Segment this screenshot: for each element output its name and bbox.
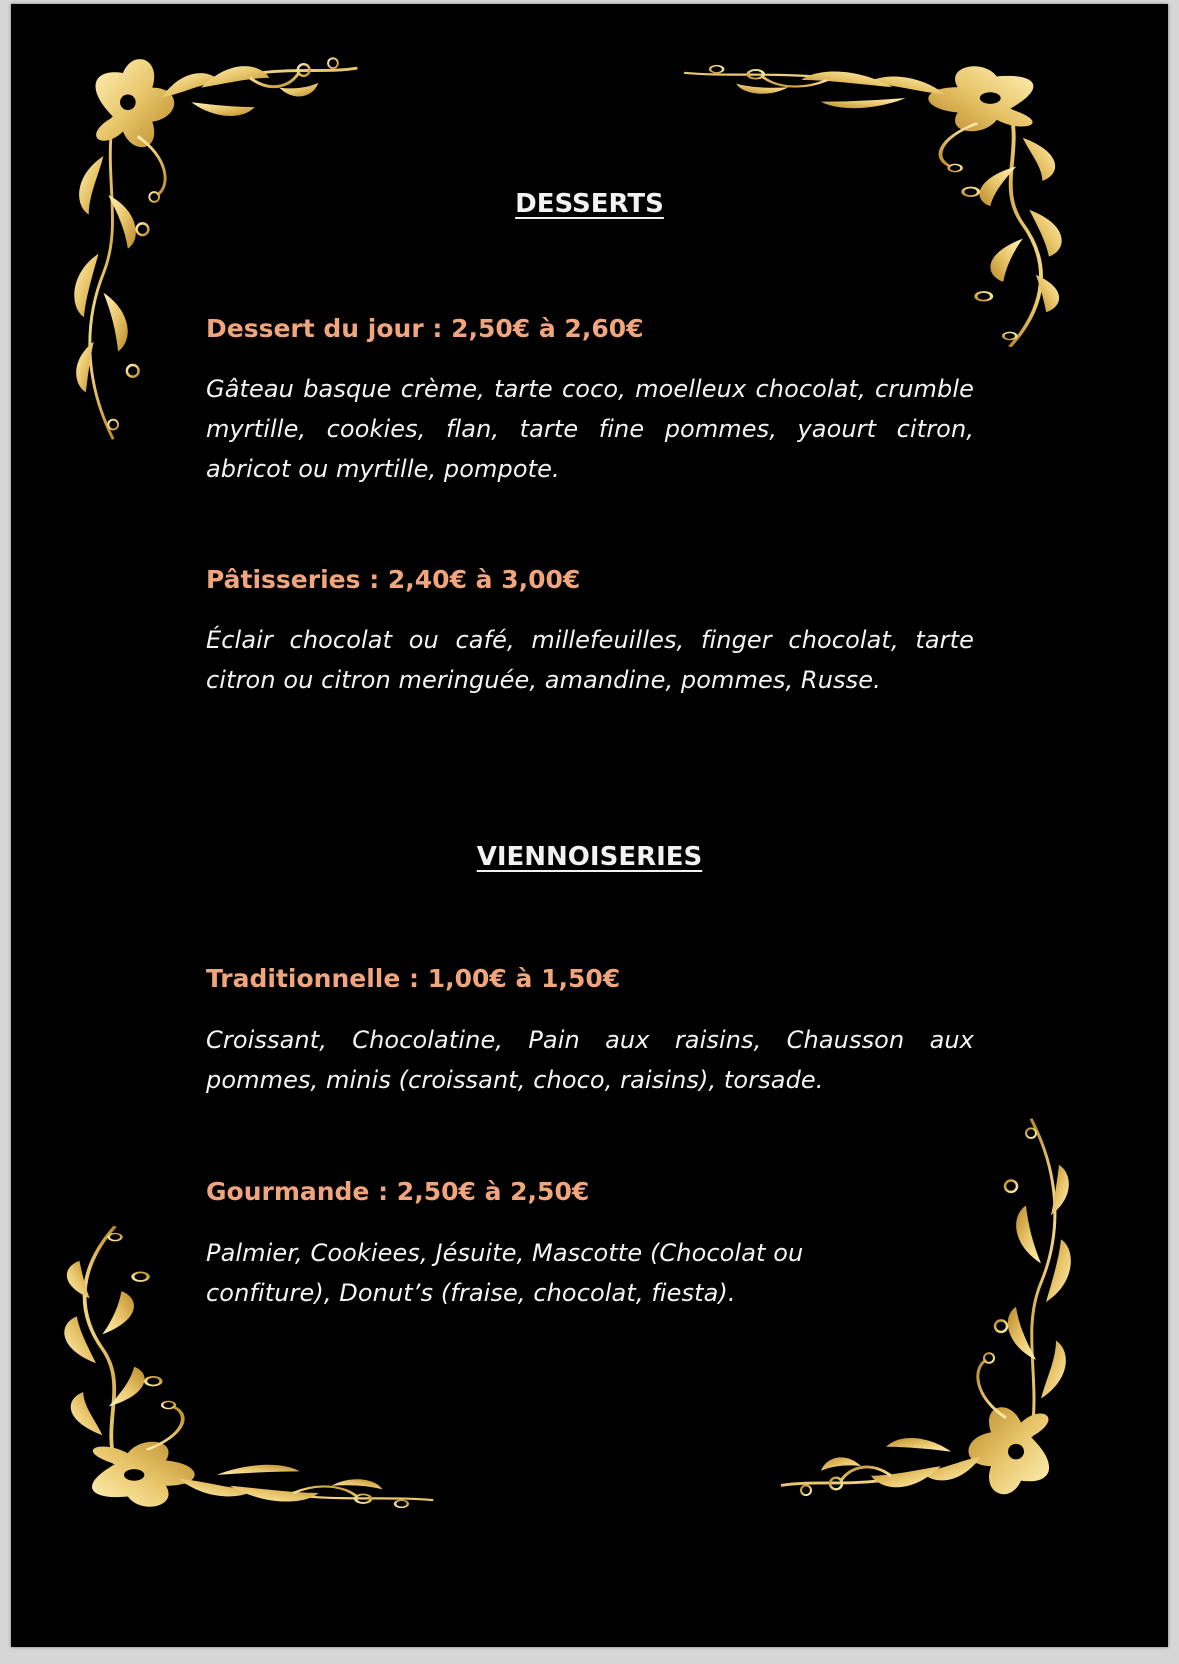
- item-description-traditionnelle: Croissant, Chocolatine, Pain aux raisins, Chausson aux pommes, minis (croissant, choco, raisins), torsade.: [206, 1026, 974, 1094]
- section-title-viennoiseries: VIENNOISERIES: [476, 842, 703, 872]
- corner-ornament-bottom-right: [771, 1109, 1101, 1524]
- section-title-desserts: DESSERTS: [515, 189, 664, 219]
- item-description-patisseries: Éclair chocolat ou café, millefeuilles, finger chocolat, tarte citron ou citron meringuée, amandine, pommes, Russe.: [206, 626, 974, 694]
- item-description-gourmande: Palmier, Cookiees, Jésuite, Mascotte (Chocolat ou confiture), Donut’s (fraise, chocolat, fiesta).: [206, 1239, 804, 1307]
- item-title-gourmande: Gourmande : 2,50€ à 2,50€: [206, 1177, 590, 1206]
- item-description-dessert-du-jour: Gâteau basque crème, tarte coco, moelleux chocolat, crumble myrtille, cookies, flan, tarte fine pommes, yaourt citron, abricot ou myrtille, pompote.: [206, 375, 974, 483]
- item-title-traditionnelle: Traditionnelle : 1,00€ à 1,50€: [206, 964, 621, 993]
- item-title-patisseries: Pâtisseries : 2,40€ à 3,00€: [206, 565, 581, 594]
- menu-page: [11, 4, 1168, 1647]
- item-title-dessert-du-jour: Dessert du jour : 2,50€ à 2,60€: [206, 314, 644, 343]
